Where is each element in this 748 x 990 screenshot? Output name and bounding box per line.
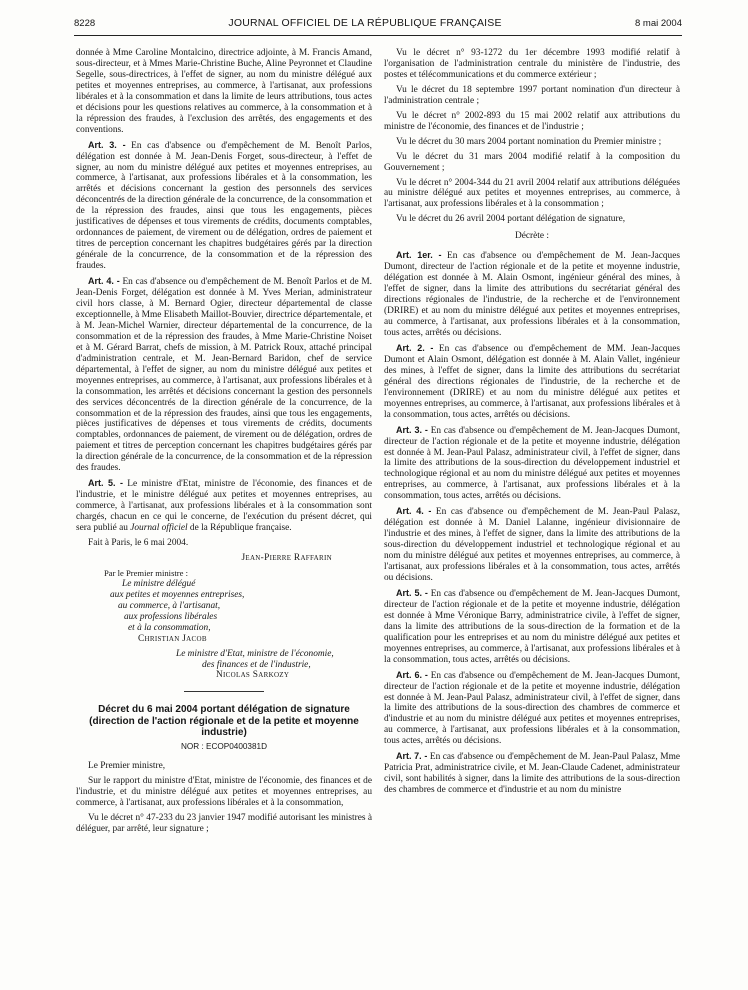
article-text: En cas d'absence ou d'empêchement de M. Benoît Parlos et de M. Jean-Denis Forget, délégation est donnée à M. Yves Merian, administrateur civil hors classe, à M. Bernard Ogier, directeur départemental de classe exceptionnelle, à Mme Elisabeth Maillot-Bouvier, directrice départementale, et à M. Jean-Michel Warnier, directeur départemental de la concurrence, de la consommation et de la répression des fraudes, à Mme Marie-Christine Noiset et à M. Gérard Barrat, chefs de mission, à M. Patrick Roux, attaché principal d'administration centrale, et M. Jean-Bernard Baridon, chef de service départemental, à l'effet de signer, au nom du ministre délégué aux petites et moyennes entreprises, au commerce, à l'artisanat, aux professions libérales et à la consommation, les arrêtés et décisions concernant la gestion des personnels des services déconcentrés de la direction générale de la concurrence, de la consommation et de la répression des fraudes, ainsi que tous les engagements, pièces justificatives de dépenses et tous virements de crédits, documents comptables, ordonnances de paiement, de virement ou de délégation, ordres de paiement et titres de perception concernant les chapitres budgétaires gérés par la direction générale de la concurrence, de la consommation et de la répression des fraudes. (76, 277, 372, 474)
article-label: Art. 4. - (88, 276, 120, 287)
article-paragraph (76, 478, 372, 534)
article-text: En cas d'absence ou d'empêchement de M. Jean-Jacques Dumont, directeur de l'action régionale et de la petite et moyenne industrie, délégation est donnée à M. Jean-Paul Palasz, administrateur civil, à l'effet de signer, dans la limite des attributions de la sous-direction du développement industriel et technologique régional et au nom du ministre délégué aux petites et moyennes entreprises, au commerce, à l'artisanat, aux professions libérales et à la consommation, tous actes, arrêtés ou décisions. (384, 425, 680, 502)
page-header (74, 12, 682, 34)
article-text: En cas d'absence ou d'empêchement de M. Jean-Jacques Dumont, directeur de l'action régionale et de la petite et moyenne industrie, délégation est donnée à Mme Véronique Barry, administratrice civile, à l'effet de signer, dans la limite des attributions de la sous-direction de la formation et de la qualification pour les entreprises et au nom du ministre délégué aux petites et moyennes entreprises, au commerce, à l'artisanat, aux professions libérales et à la consommation, tous actes, arrêtés ou décisions. (384, 588, 680, 665)
min-delegue-line: aux petites et moyennes entreprises, (110, 589, 245, 600)
article-text: En cas d'absence ou d'empêchement de MM. Jean-Jacques Dumont et Alain Osmont, délégation est donnée à M. Alain Vallet, ingénieur des mines, à l'effet de signer, dans la limite des attributions du secrétariat général des directions régionales de l'industrie, de la recherche et de l'environnement (DRIRE) et au nom du ministre délégué aux petites et moyennes entreprises, au commerce, à l'artisanat, aux professions libérales et à la consommation, tous actes, arrêtés ou décisions. (384, 343, 680, 420)
article-paragraph (384, 588, 680, 666)
decrete: Décrète : (515, 231, 549, 242)
paragraph: Vu le décret n° 47-233 du 23 janvier 1947 modifié autorisant les ministres à déléguer, par arrêté, leur signature ; (76, 812, 372, 834)
article-paragraph (384, 670, 680, 748)
visa-paragraph: Vu le décret du 30 mars 2004 portant nomination du Premier ministre ; (396, 136, 662, 147)
article-text: En cas d'absence ou d'empêchement de M. Jean-Paul Palasz, délégation est donnée à M. Daniel Lalanne, ingénieur divisionnaire de l'industrie et des mines, à l'effet de signer, dans la limite des attributions de la sous-direction du développement industriel et technologique régional et au nom du ministre délégué aux petites et moyennes entreprises, au commerce, à l'artisanat, aux professions libérales et à la consommation, tous actes, arrêtés ou décisions. (384, 507, 680, 583)
article-paragraph (384, 250, 680, 339)
article-paragraph (384, 506, 680, 584)
journal-officiel-italic: Journal officiel (130, 523, 188, 534)
min-delegue-line: aux professions libérales (124, 611, 218, 622)
min-etat-line: Le ministre d'Etat, ministre de l'économie, (176, 648, 334, 659)
issue-date: 8 mai 2004 (634, 17, 682, 29)
article-label: Art. 5. - (88, 478, 123, 489)
article-paragraph (76, 140, 372, 272)
fait-a-paris: Fait à Paris, le 6 mai 2004. (88, 537, 189, 548)
visa-paragraph: Vu le décret n° 93-1272 du 1er décembre 1993 modifié relatif à l'organisation de l'administration centrale du ministère de l'industrie, des postes et télécommunications et du commerce extérieur ; (384, 48, 680, 80)
article-text: En cas d'absence ou d'empêchement de M. Jean-Jacques Dumont, directeur de l'action régionale et de la petite et moyenne industrie, délégation est donnée à M. Jean-Paul Palasz, administrateur civil, à l'effet de signer, dans la limite des attributions de la sous-direction des chambres de commerce et d'industrie et au nom du ministre délégué aux petites et moyennes entreprises, au commerce, à l'artisanat, aux professions libérales et à la consommation, tous actes, arrêtés ou décisions. (384, 670, 680, 747)
min-delegue-line: au commerce, à l'artisanat, (118, 600, 221, 611)
paragraph: donnée à Mme Caroline Montalcino, directrice adjointe, à M. Francis Amand, sous-directeur, et à Mmes Marie-Christine Buche, Aline Peyronnet et Claudine Segelle, sous-directrices, à l'effet de signer, au nom du ministre délégué aux petites et moyennes entreprises, au commerce, à l'artisanat, aux professions libérales et à la consommation et dans la limite de leurs attributions, tous actes et décisions pour les questions relatives au commerce, à la consommation et à la répression des fraudes, à l'exclusion des arrêtés, des engagements et des conventions. (76, 48, 372, 135)
nor-reference: NOR : ECOP0400381D (180, 741, 267, 751)
article-paragraph (384, 343, 680, 421)
decret-title: Décret du 6 mai 2004 portant délégation de signature (direction de l'action régionale et de la petite et moyenne industrie) (89, 704, 359, 739)
article-label: Art. 3. - (396, 424, 428, 435)
min-delegue-line: et à la consommation, (128, 622, 211, 633)
min-etat-line: des finances et de l'industrie, (202, 659, 311, 670)
visa-paragraph: Vu le décret du 31 mars 2004 modifié relatif à la composition du Gouvernement ; (384, 151, 680, 173)
right-column (384, 48, 680, 800)
header-rule (74, 35, 682, 36)
article-text: de la République française. (187, 523, 292, 534)
paragraph: Sur le rapport du ministre d'Etat, ministre de l'économie, des finances et de l'industrie, et du ministre délégué aux petites et moyennes entreprises, au commerce, à l'artisanat, aux professions libérales et à la consommation, (76, 775, 372, 808)
article-text: En cas d'absence ou d'empêchement de M. Benoît Parlos, délégation est donnée à M. Jean-Denis Forget, sous-directeur, à l'effet de signer, au nom du ministre délégué aux petites et moyennes entreprises, au commerce, à l'artisanat, aux professions libérales et à la consommation, les arrêtés et décisions concernant la gestion des personnels des services déconcentrés de la direction générale de la concurrence, de la consommation et de la répression des fraudes, ainsi que tous les engagements, pièces justificatives de dépenses et tous virements de crédits, documents comptables, ordonnances de paiement, de virement ou de délégation, ordres de paiement et titres de perception concernant les chapitres budgétaires gérés par la direction générale de la concurrence, de la consommation et de la répression des fraudes. (76, 140, 372, 272)
visa-paragraph: Vu le décret n° 2002-893 du 15 mai 2002 relatif aux attributions du ministre de l'économie, des finances et de l'industrie ; (384, 110, 680, 132)
article-paragraph (384, 751, 680, 796)
article-paragraph (384, 425, 680, 503)
article-label: Art. 4. - (396, 506, 432, 517)
article-label: Art. 7. - (396, 751, 428, 762)
article-label: Art. 2. - (396, 342, 434, 353)
article-text: En cas d'absence ou d'empêchement de M. Jean-Paul Palasz, Mme Patricia Prat, administratrice civile, et M. Jean-Claude Cadenet, administrateur civil, sont habilités à signer, dans la limite des attributions de la sous-direction des chambres de commerce et d'industrie et au nom du ministre (384, 752, 680, 796)
visa-paragraph: Vu le décret du 18 septembre 1997 portant nomination d'un directeur à l'administration centrale ; (384, 84, 680, 106)
article-text: Le ministre d'Etat, ministre de l'économie, des finances et de l'industrie, et le ministre délégué aux petites et moyennes entreprises, au commerce, à l'artisanat, aux professions libérales et à la consommation sont chargés, chacun en ce qui le concerne, de l'exécution du présent décret, qui sera publié au (76, 479, 372, 534)
section-divider (184, 691, 264, 692)
article-text: En cas d'absence ou d'empêchement de M. Jean-Jacques Dumont, directeur de l'action régionale et de la petite et moyenne industrie, délégation est donnée à M. Alain Osmont, ingénieur général des mines, à l'effet de signer, dans la limite des attributions du secrétariat général des directions régionales de l'industrie, de la recherche et de l'environnement (DRIRE) et au nom du ministre délégué aux petites et moyennes entreprises, au commerce, à l'artisanat, aux professions libérales et à la consommation, tous actes, arrêtés ou décisions. (384, 251, 680, 338)
visa-paragraph: Vu le décret du 26 avril 2004 portant délégation de signature, (396, 214, 626, 225)
signature-block (76, 568, 372, 682)
par-premier-ministre: Par le Premier ministre : (104, 567, 189, 578)
left-column (76, 48, 372, 839)
article-label: Art. 3. - (88, 139, 126, 150)
article-label: Art. 1er. - (396, 250, 442, 261)
article-paragraph (76, 276, 372, 474)
journal-title: JOURNAL OFFICIEL DE LA RÉPUBLIQUE FRANÇAISE (228, 17, 502, 29)
signature-sarkozy: Nicolas Sarkozy (216, 670, 290, 681)
page-number: 8228 (74, 17, 96, 29)
article-label: Art. 5. - (396, 587, 428, 598)
signature-jacob: Christian Jacob (138, 633, 207, 644)
min-delegue-line: Le ministre délégué (122, 578, 196, 589)
paragraph: Le Premier ministre, (88, 760, 166, 771)
signature-prime-minister: Jean-Pierre Raffarin (241, 552, 332, 563)
visa-paragraph: Vu le décret n° 2004-344 du 21 avril 2004 relatif aux attributions déléguées au ministre délégué aux petites et moyennes entreprises, au commerce, à l'artisanat, aux professions libérales et à la consommation ; (384, 177, 680, 210)
article-label: Art. 6. - (396, 669, 428, 680)
